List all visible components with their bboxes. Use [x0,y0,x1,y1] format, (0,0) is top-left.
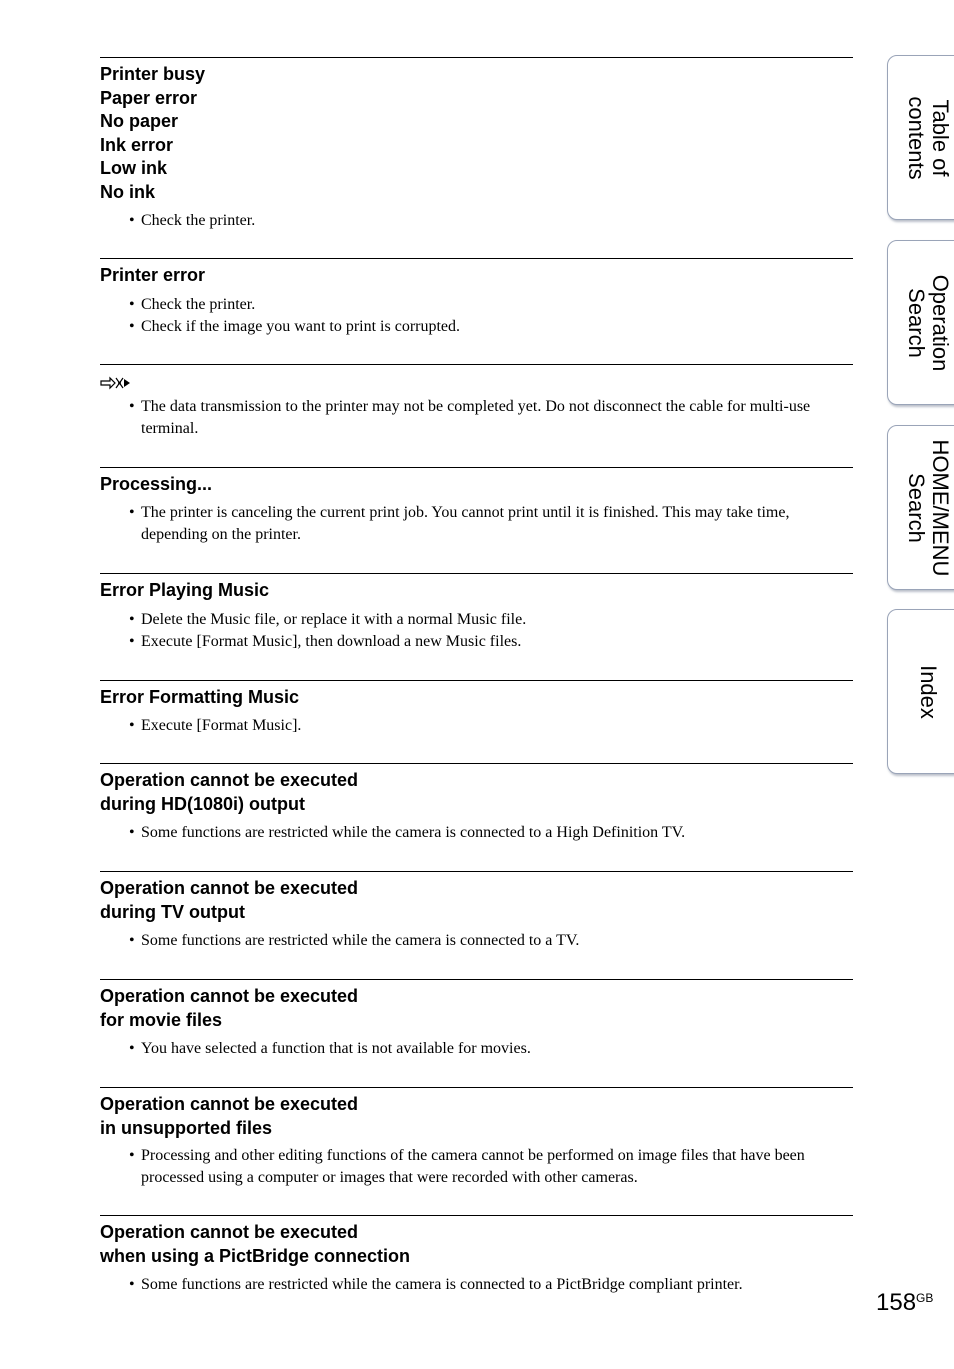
tab-label-line: Search [904,472,929,543]
tab-label [904,439,952,576]
tab-label-line: HOME/MENU [928,439,953,576]
tab-table-of-contents[interactable] [887,55,954,220]
section-pictbridge [100,1215,853,1296]
heading-line: Printer error [100,265,206,285]
heading-line: No ink [100,181,156,202]
page-number-value: 158 [876,1289,917,1316]
bullet-list [100,822,853,844]
bullet-item: • You have selected a function that is not available for movies. [100,1038,853,1060]
section-heading [100,1093,853,1140]
section-heading [100,473,853,497]
heading-line: when using a PictBridge connection [100,1245,411,1266]
bullet-item: • Some functions are restricted while the camera is connected to a TV. [100,930,853,952]
bullet-item: • The data transmission to the printer may not be completed yet. Do not disconnect the cable for multi-use terminal. [100,396,853,440]
bullet-item: • Check if the image you want to print is corrupted. [100,316,853,338]
section-heading [100,579,853,603]
section-tv-output [100,871,853,979]
bullet-list [100,502,853,546]
section-heading [100,985,853,1032]
bullet-list [100,294,853,338]
tab-label-line: Operation [928,274,953,371]
page-number [876,1289,933,1317]
heading-line: Printer busy [100,64,206,84]
bullet-list [100,1038,853,1060]
section-note [100,364,853,467]
tab-label-line: contents [904,95,929,180]
bullet-list [100,930,853,952]
bullet-item: • Some functions are restricted while the camera is connected to a High Definition TV. [100,822,853,844]
bullet-list [100,715,853,737]
heading-line: during TV output [100,901,245,922]
heading-line: Paper error [100,87,198,108]
section-heading [100,877,853,924]
section-printer-error [100,258,853,364]
heading-line: during HD(1080i) output [100,793,305,814]
bullet-item: • Delete the Music file, or replace it with a normal Music file. [100,609,853,631]
section-heading [100,1221,853,1268]
heading-line: Error Playing Music [100,580,270,600]
heading-line: Low ink [100,158,167,178]
section-error-formatting-music [100,680,853,764]
heading-line: Processing... [100,473,213,494]
tab-label-line: Search [904,287,929,358]
heading-line: Operation cannot be executed [100,878,359,898]
bullet-item: • Some functions are restricted while the camera is connected to a PictBridge compliant printer. [100,1274,853,1296]
bullet-list [100,1274,853,1296]
section-processing [100,467,853,574]
heading-line: in unsupported files [100,1117,273,1138]
section-hd-output [100,763,853,871]
tab-home-menu-search[interactable] [887,425,954,590]
section-heading [100,63,853,204]
heading-line: Operation cannot be executed [100,1222,359,1242]
tab-label [904,274,952,371]
section-heading [100,686,853,710]
bullet-item: • Check the printer. [100,210,853,232]
heading-line: Operation cannot be executed [100,986,359,1006]
heading-line: No paper [100,111,179,131]
bullet-list [100,1145,853,1189]
bullet-item: • Check the printer. [100,294,853,316]
bullet-item: • Execute [Format Music], then download a new Music files. [100,631,853,653]
section-movie-files [100,979,853,1087]
tab-index[interactable] [887,609,954,774]
tab-label [904,96,952,179]
section-heading [100,769,853,816]
tab-operation-search[interactable] [887,240,954,405]
bullet-list [100,210,853,232]
note-icon [100,374,853,392]
section-unsupported-files [100,1087,853,1215]
tab-label-line: Index [916,664,941,719]
heading-line: Error Formatting Music [100,686,300,707]
bullet-item: • Execute [Format Music]. [100,715,853,737]
heading-line: Operation cannot be executed [100,770,359,790]
heading-line: for movie files [100,1009,223,1030]
document-body [100,57,853,1296]
bullet-item: • The printer is canceling the current print job. You cannot print until it is finished. This may take time, depending on the printer. [100,502,853,546]
page-number-suffix: GB [916,1291,934,1305]
bullet-item: • Processing and other editing functions of the camera cannot be performed on image files that have been processed using a computer or images that were recorded with other cameras. [100,1145,853,1189]
heading-line: Ink error [100,134,174,155]
section-printer-busy [100,57,853,258]
section-error-playing-music [100,573,853,680]
tab-label [916,665,940,719]
bullet-list [100,396,853,440]
heading-line: Operation cannot be executed [100,1094,359,1114]
bullet-list [100,609,853,653]
tab-label-line: Table of [928,98,953,177]
section-heading [100,264,853,288]
